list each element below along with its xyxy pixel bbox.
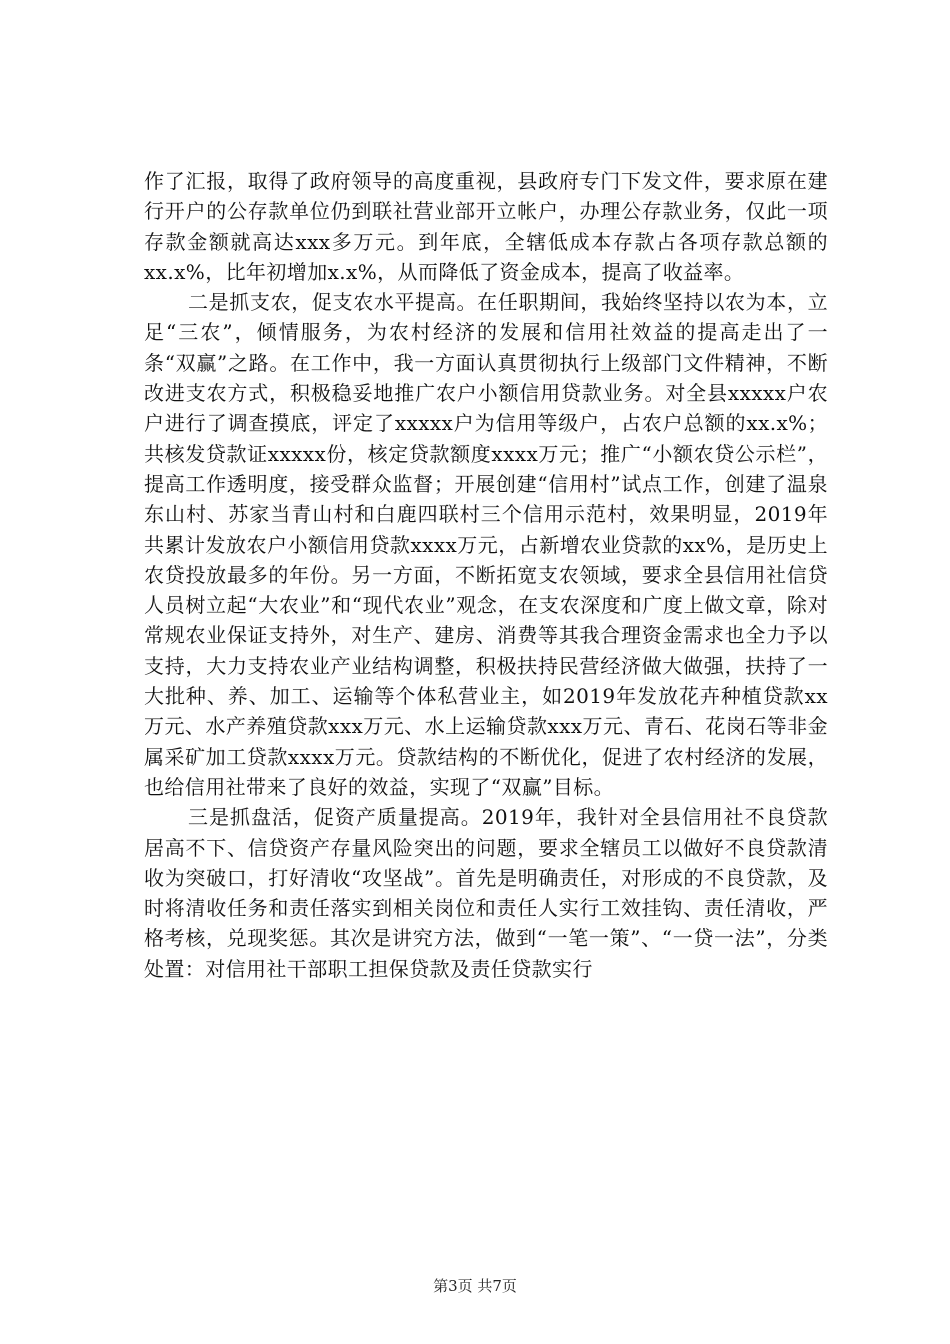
paragraph-report-continuation: 作了汇报，取得了政府领导的高度重视，县政府专门下发文件，要求原在建行开户的公存款单位仍到联社营业部开立帐户，办理公存款业务，仅此一项存款金额就高达xxx多万元。到年底，全辖低成本存款占各项存款总额的xx.x%，比年初增加x.x%，从而降低了资金成本，提高了收益率。: [144, 169, 828, 284]
paragraph-asset-quality: 三是抓盘活，促资产质量提高。2019年，我针对全县信用社不良贷款居高不下、信贷资产存量风险突出的问题，要求全辖员工以做好不良贷款清收为突破口，打好清收“攻坚战”。首先是明确责任，对形成的不良贷款，及时将清收任务和责任落实到相关岗位和责任人实行工效挂钩、责任清收，严格考核，兑现奖惩。其次是讲究方法，做到“一笔一策”、“一贷一法”，分类处置：对信用社干部职工担保贷款及责任贷款实行: [144, 805, 828, 981]
page-footer: [0, 1276, 950, 1296]
paragraph-agriculture-support: 二是抓支农，促支农水平提高。在任职期间，我始终坚持以农为本，立足“三农”，倾情服务，为农村经济的发展和信用社效益的提高走出了一条“双赢”之路。在工作中，我一方面认真贯彻执行上级部门文件精神，不断改进支农方式，积极稳妥地推广农户小额信用贷款业务。对全县xxxxx户农户进行了调查摸底，评定了xxxxx户为信用等级户，占农户总额的xx.x%；共核发贷款证xxxxx份，核定贷款额度xxxx万元；推广“小额农贷公示栏”，提高工作透明度，接受群众监督；开展创建“信用村”试点工作，创建了温泉东山村、苏家当青山村和白鹿四联村三个信用示范村，效果明显，2019年共累计发放农户小额信用贷款xxxx万元，占新增农业贷款的xx%，是历史上农贷投放最多的年份。另一方面，不断拓宽支农领域，要求全县信用社信贷人员树立起“大农业”和“现代农业”观念，在支农深度和广度上做文章，除对常规农业保证支持外，对生产、建房、消费等其我合理资金需求也全力予以支持，大力支持农业产业结构调整，积极扶持民营经济做大做强，扶持了一大批种、养、加工、运输等个体私营业主，如2019年发放花卉种植贷款xx万元、水产养殖贷款xxx万元、水上运输贷款xxx万元、青石、花岗石等非金属采矿加工贷款xxxx万元。贷款结构的不断优化，促进了农村经济的发展，也给信用社带来了良好的效益，实现了“双赢”目标。: [144, 290, 828, 799]
document-body: [144, 166, 828, 984]
page-number: 第3页 共7页: [433, 1277, 517, 1295]
